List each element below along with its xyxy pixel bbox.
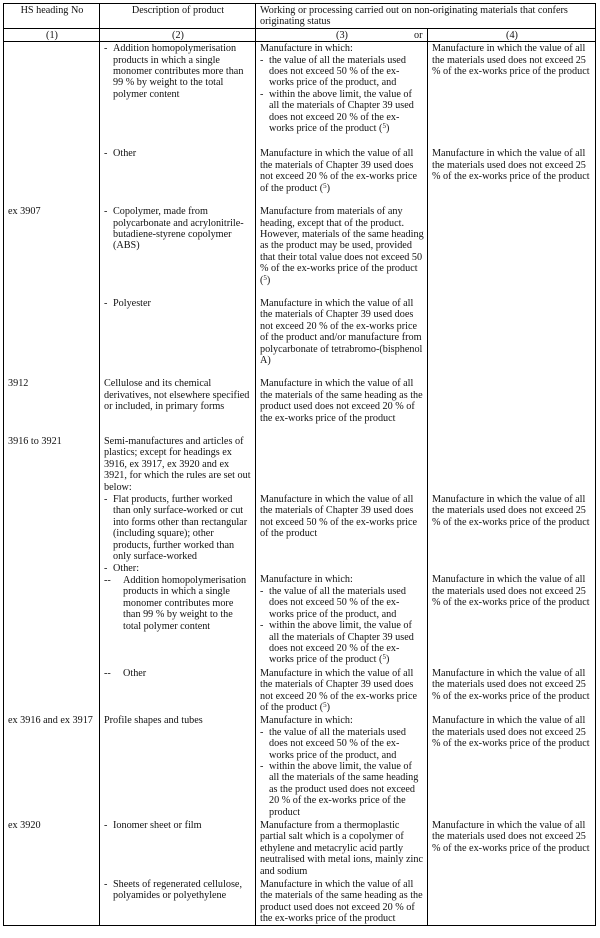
rule-col3-cell: Manufacture in which the value of all the materials of Chapter 39 used does not exceed 20 % of the ex-works price of the product and/or manufacture from polycarbonate of tetrabromo-(bisphenol A) xyxy=(256,286,428,366)
column-number-row xyxy=(4,28,596,41)
description-text: Other xyxy=(123,667,147,679)
table-row xyxy=(4,194,596,286)
origin-rules-table xyxy=(3,3,596,926)
or-label: or xyxy=(414,29,423,41)
hs-code-cell: ex 3916 and ex 3917 xyxy=(4,713,100,818)
rule-col4-cell xyxy=(428,877,596,925)
header-row xyxy=(4,4,596,29)
description-text: Addition homopolymerisation products in which a single monomer contributes more than 99 % by weight to the total polymer content xyxy=(123,574,247,632)
description-cell: - Sheets of regenerated cellulose, polyamides or polyethylene xyxy=(100,877,256,925)
table-row xyxy=(4,42,596,135)
document-page xyxy=(3,3,595,935)
table-row xyxy=(4,286,596,366)
column-number-3: (3) xyxy=(256,28,428,41)
rule-col3-cell: Manufacture in which the value of all the materials of Chapter 39 used does not exceed 20 % of the ex-works price of the product ($^5$) xyxy=(256,666,428,714)
description-cell: Semi-manufactures and articles of plastics; except for headings ex 3916, ex 3917, ex 3920 and ex 3921, for which the rules are set out below: xyxy=(100,424,256,493)
rule-col4-cell: Manufacture in which the value of all the materials used does not exceed 25 % of the ex-works price of the product xyxy=(428,134,596,194)
description-cell: - Copolymer, made from polycarbonate and acrylonitrile-butadiene-styrene copolymer (ABS) xyxy=(100,194,256,286)
column-number-1: (1) xyxy=(4,28,100,41)
hs-code-cell xyxy=(4,877,100,925)
rule-col4-cell: Manufacture in which the value of all the materials used does not exceed 25 % of the ex-works price of the product xyxy=(428,818,596,877)
rule-col3-cell: Manufacture in which the value of all the materials of the same heading as the product used does not exceed 20 % of the ex-works price of the product xyxy=(256,877,428,925)
hs-code-cell: ex 3920 xyxy=(4,818,100,877)
rule-bullet: the value of all the materials used does not exceed 50 % of the ex-works price of the product, and xyxy=(269,585,406,620)
rule-text: Manufacture from materials of any heading, except that of the product. However, materials of the same heading as the product may be used, provided that their total value does not exceed 50 % of the ex-works price of the product ( xyxy=(260,206,424,286)
header-working-processing: Working or processing carried out on non-originating materials that confers originating status xyxy=(256,4,596,29)
rule-bullet: the value of all the materials used does not exceed 50 % of the ex-works price of the product, and xyxy=(269,726,406,761)
rule-col3-cell: Manufacture in which: - the value of all the materials used does not exceed 50 % of the ex-works price of the product, and - within the above limit, the value of all the materials of the same heading as the product used does not exceed 20 % of the ex-works price of the product xyxy=(256,713,428,818)
rule-col3-cell: Manufacture from a thermoplastic partial salt which is a copolymer of ethylene and metacrylic acid partly neutralised with metal ions, mainly zinc and sodium xyxy=(256,818,428,877)
rule-bullet: within the above limit, the value of all the materials of the same heading as the product used does not exceed 20 % of the ex-works price of the product xyxy=(269,760,419,818)
description-cell: -- Other xyxy=(100,666,256,714)
rule-text: Manufacture in which the value of all the materials of Chapter 39 used does not exceed 20 % of the ex-works price of the product ( xyxy=(260,667,417,713)
rule-bullet: the value of all the materials used does not exceed 50 % of the ex-works price of the product, and xyxy=(269,54,406,89)
rule-intro: Manufacture in which: xyxy=(260,43,353,55)
rule-col3-cell: Manufacture in which the value of all the materials of the same heading as the product used does not exceed 20 % of the ex-works price of the product xyxy=(256,366,428,424)
table-row xyxy=(4,877,596,925)
description-text: Ionomer sheet or film xyxy=(113,820,202,831)
rule-col4-cell xyxy=(428,286,596,366)
description-cell: - Ionomer sheet or film xyxy=(100,818,256,877)
table-row xyxy=(4,713,596,818)
description-cell: - Other: -- Addition homopolymerisation products in which a single monomer contributes more than 99 % by weight to the total polymer content xyxy=(100,562,256,665)
footnote-ref: 5 xyxy=(382,653,386,662)
description-cell: - Other xyxy=(100,134,256,194)
description-cell: - Flat products, further worked than only surface-worked or cut into forms other than rectangular (including square); other products, further worked than only surface-worked xyxy=(100,493,256,562)
rule-bullet: within the above limit, the value of all the materials of Chapter 39 used does not exceed 20 % of the ex-works price of the product ( xyxy=(269,88,414,135)
hs-code-cell xyxy=(4,562,100,665)
footnote-ref: 5 xyxy=(323,181,327,190)
rule-text: Manufacture in which the value of all the materials of Chapter 39 used does not exceed 20 % of the ex-works price of the product ( xyxy=(260,148,417,194)
rule-col4-cell xyxy=(428,366,596,424)
rule-intro: Manufacture in which: xyxy=(260,574,353,586)
rule-col4-cell xyxy=(428,194,596,286)
description-cell: - Polyester xyxy=(100,286,256,366)
table-row xyxy=(4,666,596,714)
rule-col4-cell: Manufacture in which the value of all the materials used does not exceed 25 % of the ex-works price of the product xyxy=(428,562,596,665)
description-text: Other xyxy=(113,148,137,160)
hs-code-cell xyxy=(4,666,100,714)
description-text: Flat products, further worked than only surface-worked or cut into forms other than rectangular (including square); other products, further worked than only surface-worked xyxy=(113,494,248,563)
rule-col3-cell: Manufacture in which: - the value of all the materials used does not exceed 50 % of the ex-works price of the product, and - within the above limit, the value of all the materials of Chapter 39 used does not exceed 20 % of the ex-works price of the product ($^5$) xyxy=(256,562,428,665)
rule-bullet: within the above limit, the value of all the materials of Chapter 39 used does not exceed 20 % of the ex-works price of the product ( xyxy=(269,620,414,666)
column-number-2: (2) xyxy=(100,28,256,41)
hs-code-cell: 3912 xyxy=(4,366,100,424)
description-subheading: Other: xyxy=(113,563,140,575)
description-text: Sheets of regenerated cellulose, polyamides or polyethylene xyxy=(113,879,242,902)
footnote-ref: 5 xyxy=(323,700,327,709)
table-row xyxy=(4,366,596,424)
table-row xyxy=(4,424,596,493)
column-number-4 xyxy=(414,28,596,41)
rule-col3-cell: Manufacture from materials of any heading, except that of the product. However, materials of the same heading as the product may be used, provided that their total value does not exceed 50 % of the ex-works price of the product ($^5$) xyxy=(256,194,428,286)
rule-col3-cell: Manufacture in which: - the value of all the materials used does not exceed 50 % of the ex-works price of the product, and - within the above limit, the value of all the materials of Chapter 39 used does not exceed 20 % of the ex-works price of the product ($^5$) xyxy=(256,42,428,135)
hs-code-cell xyxy=(4,286,100,366)
footnote-ref: 5 xyxy=(382,122,386,131)
description-cell: - Addition homopolymerisation products in which a single monomer contributes more than 99 % by weight to the total polymer content xyxy=(100,42,256,135)
column-number-4-label: (4) xyxy=(506,29,518,41)
hs-code-cell xyxy=(4,134,100,194)
header-description: Description of product xyxy=(100,4,256,29)
table-row xyxy=(4,493,596,562)
rule-col4-cell: Manufacture in which the value of all the materials used does not exceed 25 % of the ex-works price of the product xyxy=(428,42,596,135)
description-text: Polyester xyxy=(113,297,151,309)
rule-col4-cell: Manufacture in which the value of all the materials used does not exceed 25 % of the ex-works price of the product xyxy=(428,493,596,562)
header-hs-heading: HS heading No xyxy=(4,4,100,29)
table-row xyxy=(4,818,596,877)
rule-intro: Manufacture in which: xyxy=(260,715,353,727)
table-row xyxy=(4,562,596,665)
rule-col4-cell: Manufacture in which the value of all the materials used does not exceed 25 % of the ex-works price of the product xyxy=(428,666,596,714)
hs-code-cell xyxy=(4,493,100,562)
description-cell: Cellulose and its chemical derivatives, not elsewhere specified or included, in primary forms xyxy=(100,366,256,424)
hs-code-cell: 3916 to 3921 xyxy=(4,424,100,493)
description-text: Addition homopolymerisation products in which a single monomer contributes more than 99 % by weight to the total polymer content xyxy=(113,43,244,100)
table-row xyxy=(4,134,596,194)
hs-code-cell: ex 3907 xyxy=(4,194,100,286)
hs-code-cell xyxy=(4,42,100,135)
footnote-ref: 5 xyxy=(263,273,267,282)
rule-col4-cell: Manufacture in which the value of all the materials used does not exceed 25 % of the ex-works price of the product xyxy=(428,713,596,818)
description-cell: Profile shapes and tubes xyxy=(100,713,256,818)
rule-col3-cell xyxy=(256,424,428,493)
rule-col3-cell: Manufacture in which the value of all the materials of Chapter 39 used does not exceed 20 % of the ex-works price of the product ($^5$) xyxy=(256,134,428,194)
rule-col4-cell xyxy=(428,424,596,493)
rule-col3-cell: Manufacture in which the value of all the materials of Chapter 39 used does not exceed 50 % of the ex-works price of the product xyxy=(256,493,428,562)
description-text: Copolymer, made from polycarbonate and acrylonitrile-butadiene-styrene copolymer (ABS) xyxy=(113,206,244,252)
